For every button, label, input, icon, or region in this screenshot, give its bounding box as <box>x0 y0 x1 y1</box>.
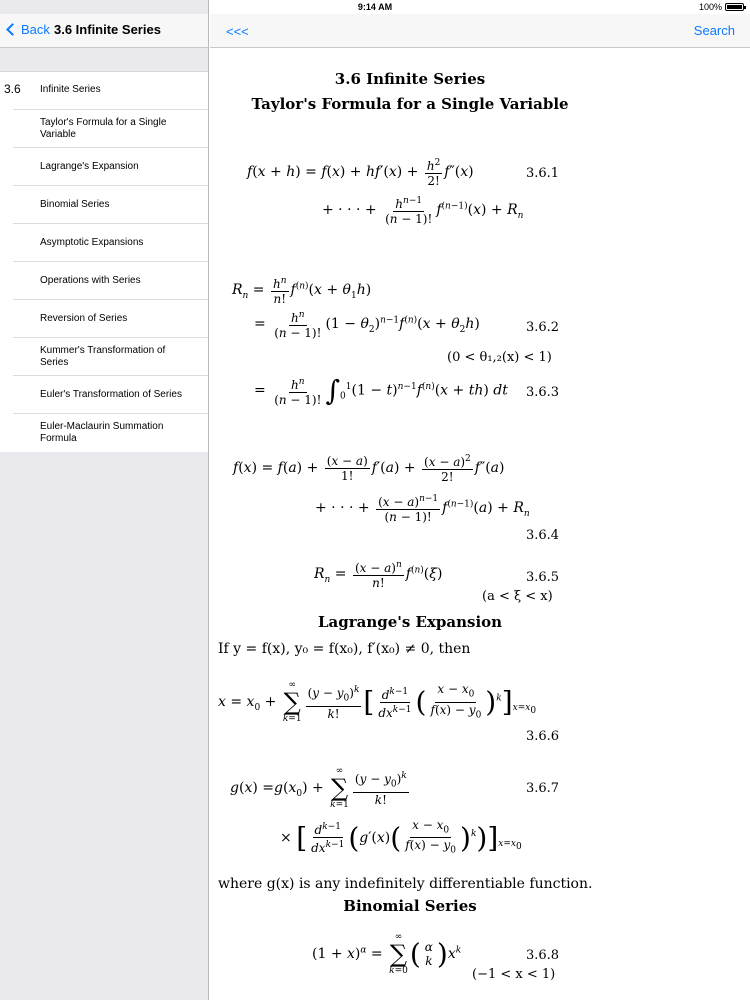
toc-item-infinite-series[interactable] <box>0 72 208 110</box>
lagrange-intro-text: If y = f(x), y₀ = f(x₀), f′(x₀) ≠ 0, then <box>218 641 471 657</box>
toc-item-lagrange-expansion[interactable] <box>0 148 208 186</box>
toc-item-label: Operations with Series <box>40 275 141 286</box>
heading-taylors-formula: Taylor's Formula for a Single Variable <box>251 95 569 113</box>
search-button[interactable]: Search <box>693 23 735 38</box>
section-title: 3.6 Infinite Series <box>334 70 486 88</box>
formula-lagrange-g-line1: $g(x) =g(x_0)$ + ∞ ∑ k=1 $\frac{(y - y_0)^k}{k!}$ <box>230 766 407 810</box>
formula-taylor-line1: f(x + h) = f(x) + hf′(x) + $\frac{h^2}{2!}$ f″(x) <box>247 158 474 188</box>
toc-item-label: Euler's Transformation of Series <box>40 389 182 400</box>
formula-binomial-series: $(1 + x)^\alpha$ = ∞ ∑ k=0 ( α k )$x^k$ <box>312 932 462 976</box>
toc-item-binomial-series[interactable] <box>0 186 208 224</box>
sidebar-nav-bar <box>0 14 208 48</box>
toc-item-reversion-of-series[interactable] <box>0 300 208 338</box>
toc-item-label: Reversion of Series <box>40 313 128 324</box>
toc-item-taylors-formula[interactable] <box>0 110 208 148</box>
toc-item-label: Asymptotic Expansions <box>40 237 144 248</box>
toc-item-label: Infinite Series <box>40 84 101 95</box>
toc-item-label: Kummer's Transformation of Series <box>40 345 166 368</box>
battery-percent: 100% <box>698 2 722 12</box>
condition-binomial: (−1 < x < 1) <box>472 967 556 982</box>
toc-item-operations-with-series[interactable] <box>0 262 208 300</box>
sidebar-title: 3.6 Infinite Series <box>54 22 161 37</box>
formula-lagrange-expansion: $x = x_0$ + ∞ ∑ k=1 $\frac{(y - y_0)^k}{k!}$ [ $\frac{d^{k-1}}{dx^{k-1}}$ ( $\frac{x - x_0}{f(x) - y_0}$ )$^k]_{x=x_0}$ <box>218 680 537 724</box>
equation-number: 3.6.6 <box>526 729 560 744</box>
sidebar <box>0 0 209 1000</box>
formula-lagrange-g-line2: × [ $\frac{d^{k-1}}{dx^{k-1}}$ (g′(x)( $\frac{x - x_0}{f(x) - y_0}$ )$^k)]_{x=x_0}$ <box>280 818 522 856</box>
equation-number: 3.6.2 <box>526 320 560 335</box>
heading-binomial-series: Binomial Series <box>343 897 477 915</box>
condition-xi: (a < ξ < x) <box>482 589 553 604</box>
equation-number: 3.6.7 <box>526 781 560 796</box>
content-nav-bar <box>210 14 750 48</box>
g-function-note: where g(x) is any indefinitely differentiable function. <box>218 876 593 892</box>
toc-item-eulers-transformation[interactable] <box>0 376 208 414</box>
heading-lagrange-expansion: Lagrange's Expansion <box>317 613 503 631</box>
formula-taylor-about-a-line2: + · · · + $\frac{(x - a)^{n-1}}{(n - 1)!}$ $f^{(n-1)}(a) + R_n$ <box>315 494 530 524</box>
formula-taylor-about-a-line1: f(x) = f(a) + $\frac{(x - a)}{1!}$ f′(a) + $\frac{(x - a)^2}{2!}$ f″(a) <box>233 453 505 484</box>
toc-item-euler-maclaurin[interactable] <box>0 414 208 452</box>
formula-remainder-line1: $R_n$ = $\frac{h^n}{n!}$ $f^{(n)}(x + \theta_1h)$ <box>232 276 372 306</box>
chevron-left-icon <box>6 23 19 36</box>
toc-item-kummers-transformation[interactable] <box>0 338 208 376</box>
formula-page <box>210 48 750 1000</box>
equation-number: 3.6.3 <box>526 385 560 400</box>
previous-section-button[interactable]: <<< <box>226 24 249 39</box>
formula-lagrange-remainder: $R_n$ = $\frac{(x - a)^n}{n!}$ $f^{(n)}(\xi)$ <box>314 560 443 590</box>
toc-item-label: Euler-Maclaurin Summation Formula <box>40 421 164 444</box>
equation-number: 3.6.1 <box>526 166 560 181</box>
condition-theta: (0 < θ₁,₂(x) < 1) <box>447 350 552 365</box>
toc-item-label: Taylor's Formula for a Single Variable <box>40 117 167 140</box>
toc-item-label: Lagrange's Expansion <box>40 161 139 172</box>
battery-icon <box>725 3 744 11</box>
formula-remainder-line2: = $\frac{h^n}{(n - 1)!}$ $(1 - \theta_2)^{n-1}f^{(n)}(x + \theta_2h)$ <box>254 310 480 340</box>
toc-item-number: 3.6 <box>4 82 21 96</box>
formula-remainder-line3: = $\frac{h^n}{(n - 1)!}$ $\int_0^1(1 - t)^{n-1}f^{(n)}(x + th)$ dt <box>254 374 508 407</box>
clock: 9:14 AM <box>357 2 393 12</box>
equation-number: 3.6.4 <box>526 528 560 543</box>
table-of-contents <box>0 71 208 452</box>
toc-item-label: Binomial Series <box>40 199 110 210</box>
equation-number: 3.6.8 <box>526 948 560 963</box>
equation-number: 3.6.5 <box>526 570 560 585</box>
back-button[interactable] <box>6 22 50 37</box>
formula-taylor-line2: + · · · + $\frac{h^{n-1}}{(n - 1)!}$ $f^{(n-1)}(x) + R_n$ <box>322 196 524 226</box>
back-label: Back <box>21 22 50 37</box>
toc-item-asymptotic-expansions[interactable] <box>0 224 208 262</box>
